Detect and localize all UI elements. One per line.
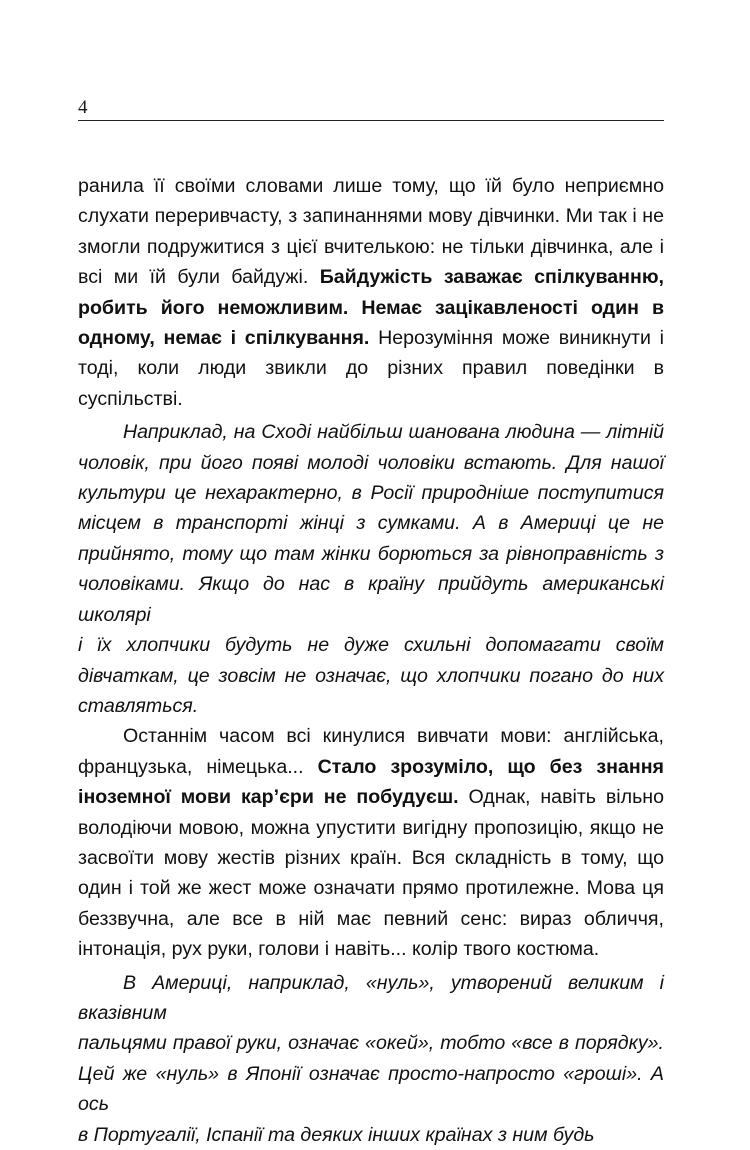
text-run: беззвучна, але все в ній має певний сенс: вираз обличчя, [78, 907, 664, 930]
text-run: змогли подружитися з цієї вчителькою: не тільки дівчинка, але і [78, 235, 664, 258]
text-run: дівчаткам, це зовсім не означає, що хлопчики погано до них [78, 664, 664, 687]
text-run: прийнято, тому що там жінки борються за рівноправність з [78, 542, 664, 565]
text-run: культури це нехарактерно, в Росії природніше поступитися [78, 482, 664, 505]
text-line [78, 934, 664, 964]
text-line [78, 843, 664, 873]
text-line [78, 323, 664, 353]
text-run: один і той же жест може означати прямо протилежне. Мова ця [78, 877, 664, 900]
text-line [78, 1059, 664, 1120]
text-line [78, 904, 664, 934]
emphasis-text: іноземної мови кар’єри не побудуєш. [78, 786, 459, 809]
text-line [78, 782, 664, 812]
emphasis-text: робить його неможливим. Немає зацікавленості один в [78, 296, 664, 319]
emphasis-text: одному, немає і спілкування. [78, 327, 370, 350]
text-line [78, 353, 664, 414]
text-line [78, 873, 664, 903]
text-run: слухати переривчасту, з запинаннями мову дівчинки. Ми так і не [78, 205, 664, 228]
header-rule [78, 120, 664, 121]
text-run: володіючи мовою, можна упустити вигідну пропозицію, якщо не [78, 816, 664, 839]
paragraph-4-example [78, 968, 664, 1150]
text-run: Наприклад, на Сході найбільш шанована людина — літній [123, 421, 664, 444]
text-line [78, 661, 664, 691]
text-line [78, 201, 664, 231]
text-run: французька, німецька... [78, 755, 318, 778]
text-line [78, 1120, 664, 1150]
text-line [78, 478, 664, 508]
text-run: Цей же «нуль» в Японії означає просто-напросто «гроші». А ось [78, 1062, 664, 1116]
text-run: В Америці, наприклад, «нуль», утворений великим і вказівним [78, 971, 664, 1024]
text-run: ранила її своїми словами лише тому, що їй було неприємно [78, 175, 664, 197]
text-run: в Португалії, Іспанії та деяких інших країнах з ним будь [78, 1123, 595, 1146]
text-run: чоловік, при його появі молоді чоловіки встають. Для нашої [78, 451, 664, 474]
text-line [78, 448, 664, 478]
text-run: ставляться. [78, 694, 199, 717]
text-run: чоловіками. Якщо до нас в країну прийдуть американські школярі [78, 573, 664, 626]
text-run: місцем в транспорті жінці з сумками. А в Америці це не [78, 512, 664, 535]
text-line [78, 691, 664, 721]
text-run: засвоїти мову жестів різних країн. Вся складність в тому, що [78, 846, 664, 869]
text-line [78, 539, 664, 569]
text-line [78, 508, 664, 538]
text-run: Останнім часом всі кинулися вивчати мови: англійська, [123, 725, 664, 748]
text-line [78, 1028, 664, 1058]
text-run: тоді, коли люди звикли до різних правил поведінки в суспільстві. [78, 357, 664, 410]
text-run: інтонація, рух руки, голови і навіть... колір твого костюма. [78, 938, 600, 961]
text-line [78, 968, 664, 1029]
text-line [78, 630, 664, 660]
text-line [78, 752, 664, 782]
text-line [78, 262, 664, 292]
text-run: і їх хлопчики будуть не дуже схильні допомагати своїм [78, 634, 664, 657]
page-number: 4 [78, 97, 88, 118]
paragraph-3 [78, 721, 664, 964]
text-run: Нерозуміння може виникнути і [369, 327, 665, 350]
text-line [78, 813, 664, 843]
emphasis-text: Байдужість заважає спілкуванню, [319, 266, 664, 289]
text-line [78, 171, 664, 201]
text-line [78, 569, 664, 630]
text-line [78, 721, 664, 751]
text-run: пальцями правої руки, означає «окей», тобто «все в порядку». [78, 1032, 664, 1055]
text-run: всі ми їй були байдужі. [78, 266, 320, 289]
paragraph-2-example [78, 417, 664, 721]
text-run: Однак, навіть вільно [458, 786, 665, 809]
text-line [78, 293, 664, 323]
text-line [78, 232, 664, 262]
paragraph-1 [78, 171, 664, 414]
emphasis-text: Стало зрозуміло, що без знання [317, 755, 664, 778]
text-line [78, 417, 664, 447]
page-body [78, 171, 664, 1150]
